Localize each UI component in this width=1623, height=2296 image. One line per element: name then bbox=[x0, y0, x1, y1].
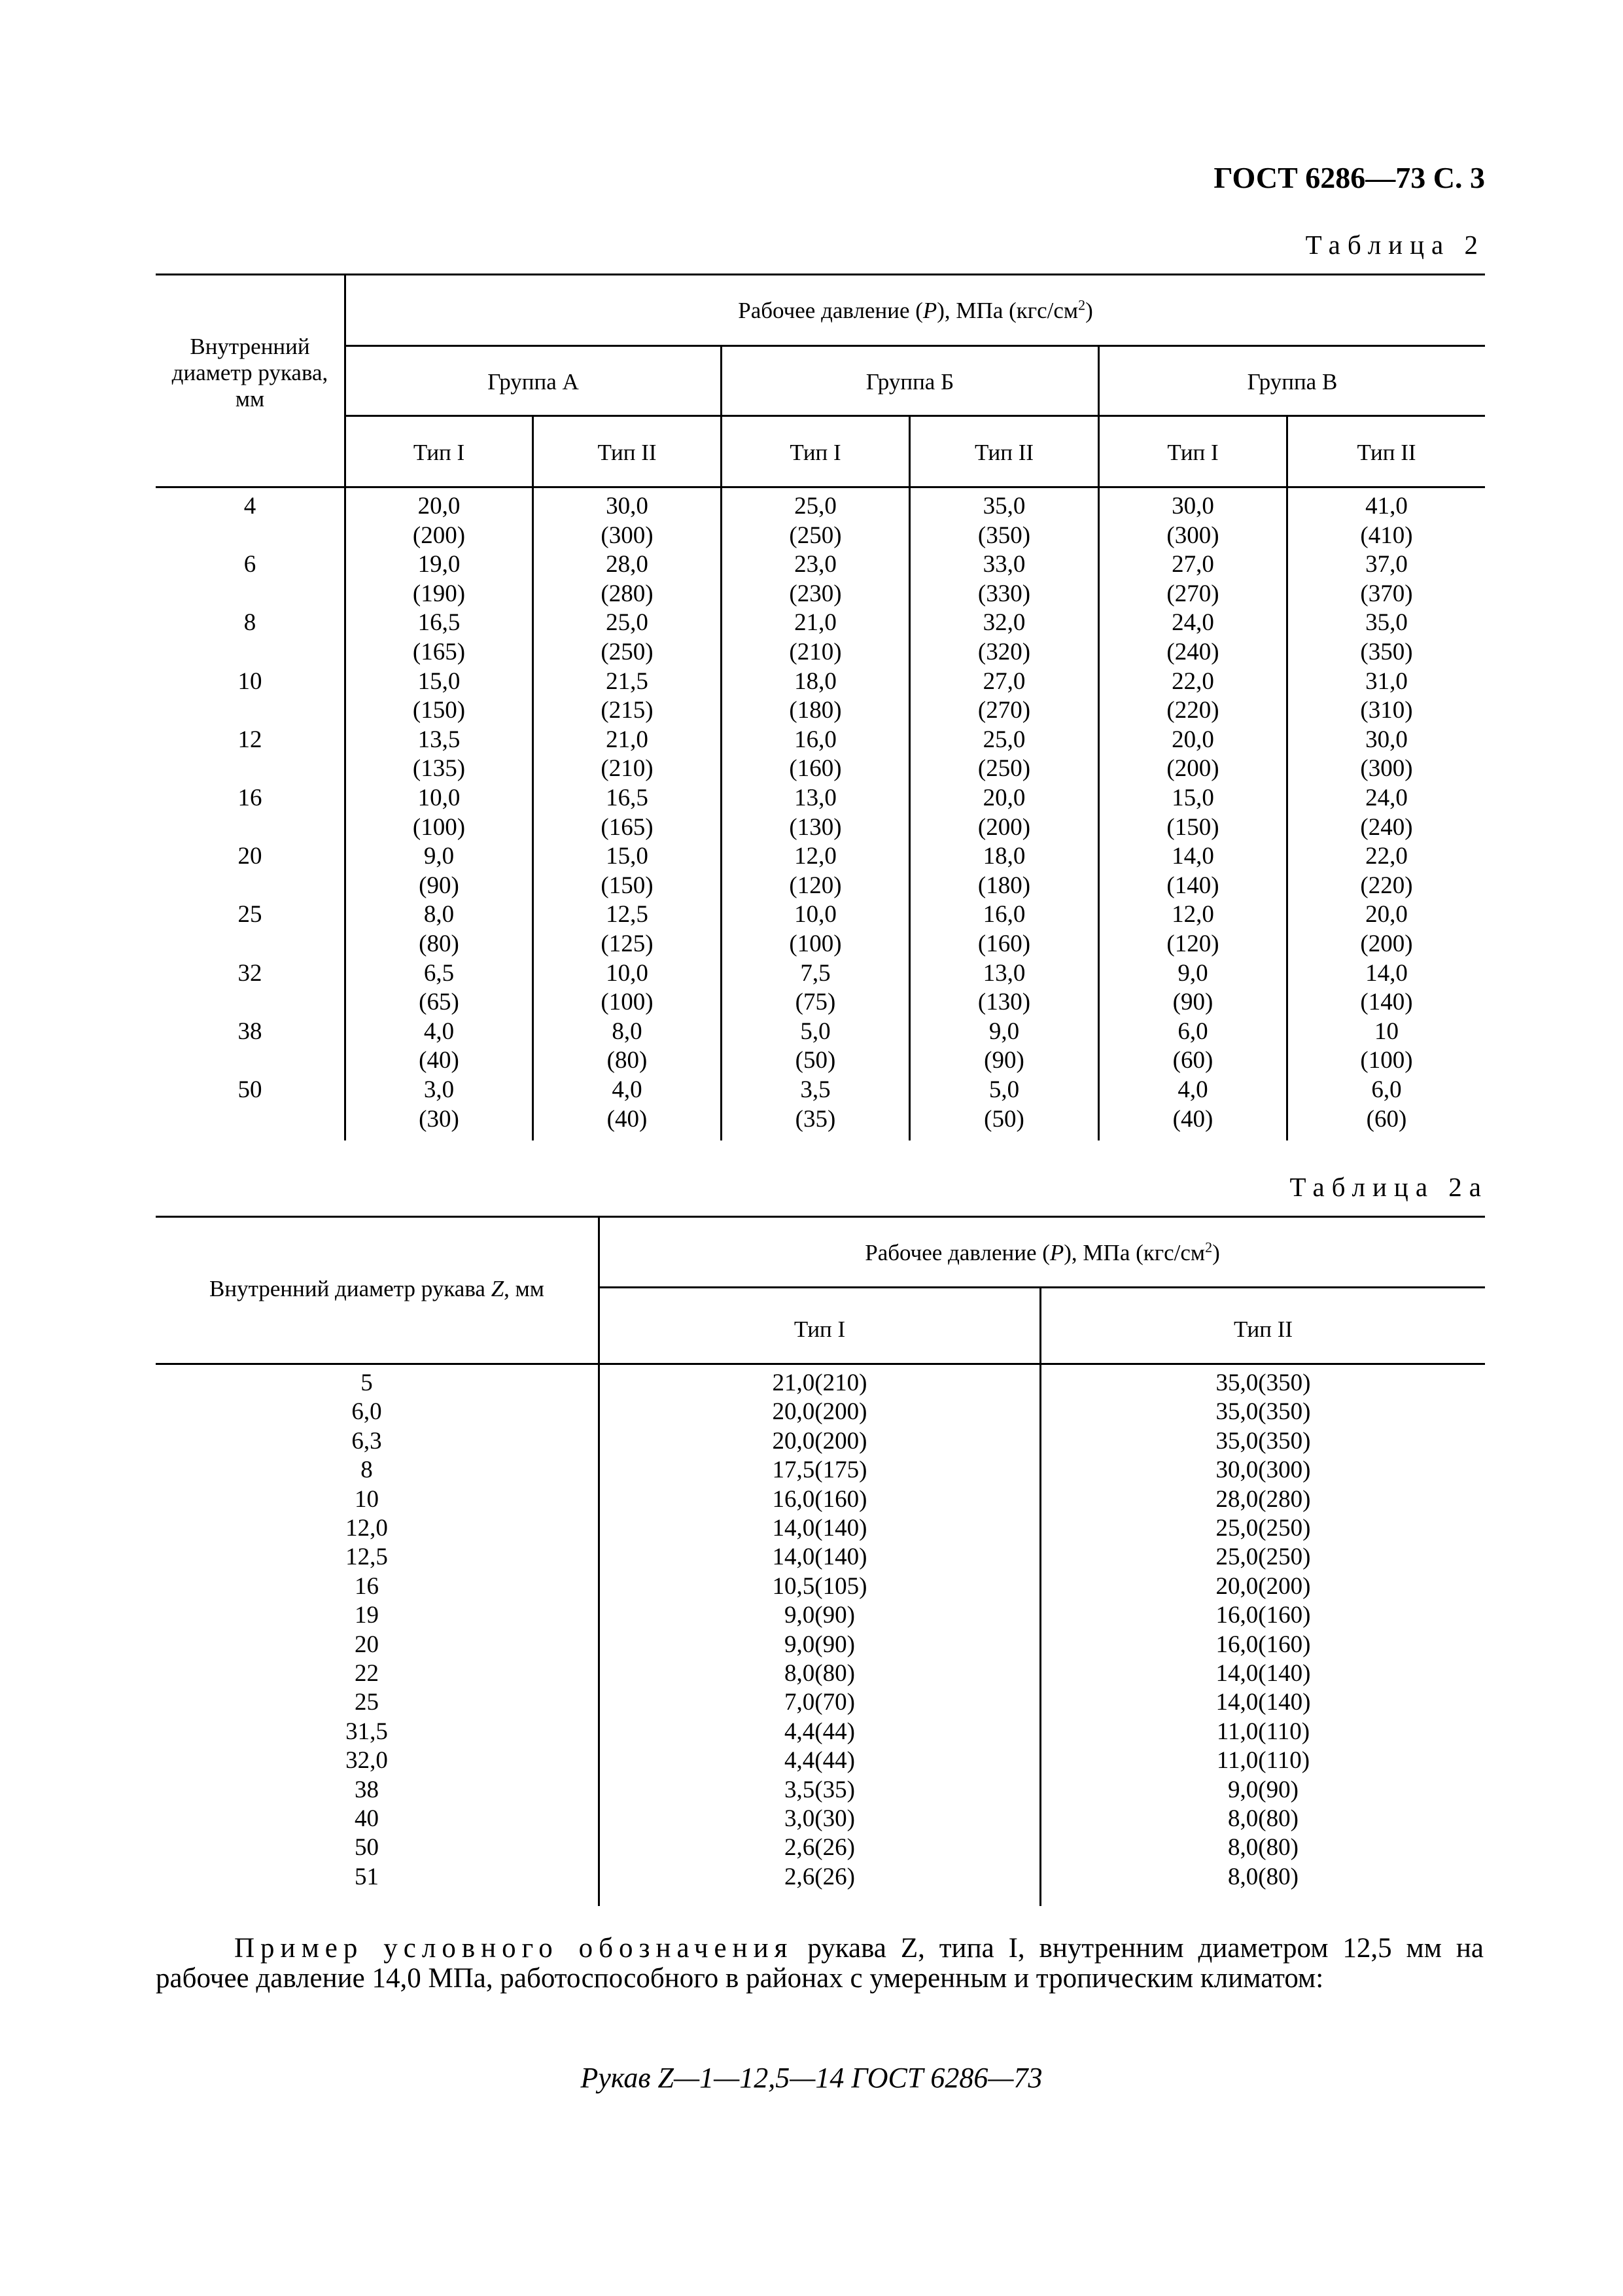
diameter-cell: 25 bbox=[237, 901, 262, 928]
type-2-cell: 14,0(140) bbox=[1215, 1689, 1311, 1716]
type-2-cell: 14,0(140) bbox=[1215, 1660, 1311, 1687]
pressure-cell: 25,0 (250) bbox=[789, 493, 842, 549]
type-header: Тип II bbox=[1357, 440, 1416, 465]
type-2-cell: 25,0(250) bbox=[1215, 1515, 1311, 1542]
pressure-cell: 3,5 (35) bbox=[795, 1076, 836, 1133]
pressure-cell: 19,0 (190) bbox=[412, 551, 466, 607]
type-2-cell: 30,0(300) bbox=[1215, 1457, 1311, 1484]
diameter-cell: 6 bbox=[243, 551, 256, 578]
type-2-cell: 25,0(250) bbox=[1215, 1544, 1311, 1571]
pressure-cell: 30,0 (300) bbox=[1360, 726, 1413, 783]
example-paragraph bbox=[156, 1934, 1484, 1994]
diameter-cell: 50 bbox=[237, 1076, 262, 1103]
type-1-cell: 14,0(140) bbox=[772, 1515, 867, 1542]
type-2-cell: 16,0(160) bbox=[1215, 1631, 1311, 1658]
pressure-cell: 10 (100) bbox=[1360, 1017, 1413, 1074]
type-1-cell: 20,0(200) bbox=[772, 1427, 867, 1455]
pressure-cell: 20,0 (200) bbox=[412, 493, 466, 549]
pressure-cell: 16,5 (165) bbox=[601, 785, 654, 841]
pressure-cell: 4,0 (40) bbox=[606, 1076, 648, 1133]
type-2-cell: 35,0(350) bbox=[1215, 1369, 1311, 1396]
type-1-cell: 16,0(160) bbox=[772, 1485, 867, 1513]
diameter-cell: 25 bbox=[355, 1689, 379, 1716]
diameter-cell: 32 bbox=[237, 959, 262, 987]
table-2-caption: Таблица 2 bbox=[1305, 230, 1485, 260]
pressure-cell: 25,0 (250) bbox=[977, 726, 1031, 783]
diameter-cell: 50 bbox=[355, 1834, 379, 1862]
type-1-cell: 4,4(44) bbox=[784, 1718, 855, 1745]
pressure-cell: 7,5 (75) bbox=[795, 959, 836, 1016]
diameter-cell: 40 bbox=[355, 1805, 379, 1832]
pressure-cell: 24,0 (240) bbox=[1360, 785, 1413, 841]
type-1-cell: 7,0(70) bbox=[784, 1689, 855, 1716]
diameter-cell: 19 bbox=[355, 1602, 379, 1629]
pressure-cell: 13,5 (135) bbox=[412, 726, 466, 783]
type-header: Тип I bbox=[1167, 440, 1219, 465]
pressure-cell: 14,0 (140) bbox=[1360, 959, 1413, 1016]
pressure-cell: 32,0 (320) bbox=[977, 609, 1031, 665]
pressure-cell: 20,0 (200) bbox=[1166, 726, 1219, 783]
table-2a-caption: Таблица 2а bbox=[1289, 1172, 1488, 1202]
type-2-cell: 11,0(110) bbox=[1216, 1747, 1310, 1775]
diameter-cell: 38 bbox=[237, 1017, 262, 1045]
pressure-cell: 4,0 (40) bbox=[419, 1017, 459, 1074]
type-2-cell: 20,0(200) bbox=[1215, 1572, 1311, 1600]
type-1-cell: 8,0(80) bbox=[784, 1660, 855, 1687]
diameter-cell: 20 bbox=[237, 843, 262, 870]
diameter-cell: 32,0 bbox=[345, 1747, 388, 1775]
pressure-cell: 3,0 (30) bbox=[419, 1076, 459, 1133]
pressure-cell: 15,0 (150) bbox=[1166, 785, 1219, 841]
diameter-cell: 10 bbox=[355, 1485, 379, 1513]
diameter-cell: 8 bbox=[360, 1457, 373, 1484]
diameter-cell: 5 bbox=[360, 1369, 373, 1396]
pressure-cell: 10,0 (100) bbox=[789, 901, 842, 957]
pressure-cell: 16,0 (160) bbox=[977, 901, 1031, 957]
type-2-cell: 16,0(160) bbox=[1215, 1602, 1311, 1629]
type-1-cell: 21,0(210) bbox=[772, 1369, 867, 1396]
pressure-cell: 15,0 (150) bbox=[601, 843, 654, 899]
pressure-cell: 41,0 (410) bbox=[1360, 493, 1413, 549]
type-1-cell: 9,0(90) bbox=[784, 1602, 855, 1629]
pressure-cell: 33,0 (330) bbox=[977, 551, 1031, 607]
pressure-cell: 10,0 (100) bbox=[412, 785, 466, 841]
type-1-cell: 3,5(35) bbox=[784, 1776, 855, 1803]
type-1-cell: 2,6(26) bbox=[784, 1834, 855, 1862]
type-1-cell: 17,5(175) bbox=[772, 1457, 867, 1484]
pressure-cell: 23,0 (230) bbox=[789, 551, 842, 607]
type-2-cell: 35,0(350) bbox=[1215, 1398, 1311, 1426]
pressure-cell: 13,0 (130) bbox=[789, 785, 842, 841]
pressure-cell: 9,0 (90) bbox=[984, 1017, 1024, 1074]
diameter-cell: 20 bbox=[355, 1631, 379, 1658]
diameter-cell: 51 bbox=[355, 1863, 379, 1890]
pressure-cell: 22,0 (220) bbox=[1360, 843, 1413, 899]
pressure-cell: 22,0 (220) bbox=[1166, 667, 1219, 724]
pressure-cell: 8,0 (80) bbox=[419, 901, 459, 957]
pressure-cell: 30,0 (300) bbox=[1166, 493, 1219, 549]
diameter-cell: 16 bbox=[355, 1572, 379, 1600]
type-2-cell: 8,0(80) bbox=[1228, 1863, 1299, 1890]
diameter-cell: 12,0 bbox=[345, 1515, 388, 1542]
example-lead: Пример условного обозначения bbox=[234, 1933, 794, 1964]
diameter-cell: 16 bbox=[237, 785, 262, 811]
type-header: Тип II bbox=[974, 440, 1034, 465]
type-2-cell: 35,0(350) bbox=[1215, 1427, 1311, 1455]
pressure-cell: 27,0 (270) bbox=[977, 667, 1031, 724]
pressure-cell: 31,0 (310) bbox=[1360, 667, 1413, 724]
pressure-cell: 21,5 (215) bbox=[601, 667, 654, 724]
pressure-cell: 20,0 (200) bbox=[1360, 901, 1413, 957]
type-1-header: Тип I bbox=[794, 1316, 846, 1342]
type-1-cell: 9,0(90) bbox=[784, 1631, 855, 1658]
type-header: Тип I bbox=[790, 440, 841, 465]
pressure-cell: 14,0 (140) bbox=[1166, 843, 1219, 899]
pressure-cell: 8,0 (80) bbox=[606, 1017, 648, 1074]
pressure-cell: 6,5 (65) bbox=[419, 959, 459, 1016]
pressure-cell: 9,0 (90) bbox=[419, 843, 459, 899]
pressure-cell: 10,0 (100) bbox=[601, 959, 654, 1016]
pressure-cell: 35,0 (350) bbox=[1360, 609, 1413, 665]
example-designation: Рукав Z—1—12,5—14 ГОСТ 6286—73 bbox=[580, 2062, 1043, 2094]
pressure-cell: 6,0 (60) bbox=[1172, 1017, 1213, 1074]
type-1-cell: 20,0(200) bbox=[772, 1398, 867, 1426]
pressure-cell: 27,0 (270) bbox=[1166, 551, 1219, 607]
diameter-cell: 12,5 bbox=[345, 1544, 388, 1571]
diameter-cell: 12 bbox=[237, 726, 262, 753]
pressure-cell: 16,0 (160) bbox=[789, 726, 842, 783]
pressure-cell: 28,0 (280) bbox=[601, 551, 654, 607]
diameter-cell: 6,3 bbox=[351, 1427, 382, 1455]
group-b-header: Группа Б bbox=[865, 369, 954, 395]
pressure-cell: 5,0 (50) bbox=[795, 1017, 836, 1074]
type-1-cell: 4,4(44) bbox=[784, 1747, 855, 1775]
table-2-pressure-header: Рабочее давление (P), МПа $(кгс/см^2)$ bbox=[738, 296, 1093, 323]
type-1-cell: 2,6(26) bbox=[784, 1863, 855, 1890]
pressure-cell: 15,0 (150) bbox=[412, 667, 466, 724]
example-text: рукава Z, типа I, внутренним диаметром 12,5 мм на рабочее давление 14,0 МПа, работоспособного в районах с умеренным и тропическим климатом: bbox=[156, 1933, 1484, 1994]
group-v-header: Группа В bbox=[1247, 369, 1338, 395]
pressure-cell: 5,0 (50) bbox=[984, 1076, 1024, 1133]
table-2-diameter-header: Внутренний диаметр рукава, мм bbox=[171, 334, 328, 412]
pressure-cell: 9,0 (90) bbox=[1172, 959, 1213, 1016]
diameter-cell: 4 bbox=[243, 493, 256, 520]
diameter-cell: 8 bbox=[243, 609, 256, 637]
pressure-cell: 30,0 (300) bbox=[601, 493, 654, 549]
pressure-cell: 35,0 (350) bbox=[977, 493, 1031, 549]
pressure-cell: 6,0 (60) bbox=[1366, 1076, 1407, 1133]
diameter-cell: 31,5 bbox=[345, 1718, 388, 1745]
type-header: Тип II bbox=[597, 440, 657, 465]
diameter-cell: 22 bbox=[355, 1660, 379, 1687]
diameter-cell: 38 bbox=[355, 1776, 379, 1803]
pressure-cell: 16,5 (165) bbox=[412, 609, 466, 665]
pressure-cell: 37,0 (370) bbox=[1360, 551, 1413, 607]
pressure-cell: 18,0 (180) bbox=[977, 843, 1031, 899]
type-2-cell: 8,0(80) bbox=[1228, 1834, 1299, 1862]
group-a-header: Группа А bbox=[487, 369, 579, 395]
type-1-cell: 14,0(140) bbox=[772, 1544, 867, 1571]
pressure-cell: 18,0 (180) bbox=[789, 667, 842, 724]
pressure-cell: 20,0 (200) bbox=[977, 785, 1031, 841]
type-header: Тип I bbox=[413, 440, 465, 465]
pressure-cell: 12,5 (125) bbox=[601, 901, 654, 957]
table-2a-diameter-header: Внутренний диаметр рукава Z, мм bbox=[209, 1276, 544, 1301]
type-1-cell: 10,5(105) bbox=[772, 1572, 867, 1600]
type-2-cell: 28,0(280) bbox=[1215, 1485, 1311, 1513]
diameter-cell: 6,0 bbox=[351, 1398, 382, 1426]
pressure-cell: 25,0 (250) bbox=[601, 609, 654, 665]
pressure-cell: 4,0 (40) bbox=[1172, 1076, 1213, 1133]
diameter-cell: 10 bbox=[237, 667, 262, 695]
pressure-cell: 24,0 (240) bbox=[1166, 609, 1219, 665]
type-2-cell: 11,0(110) bbox=[1216, 1718, 1310, 1745]
pressure-cell: 12,0 (120) bbox=[789, 843, 842, 899]
document-code-header: ГОСТ 6286—73 С. 3 bbox=[1213, 161, 1485, 194]
type-2-cell: 9,0(90) bbox=[1228, 1776, 1299, 1803]
type-2-cell: 8,0(80) bbox=[1228, 1805, 1299, 1832]
pressure-cell: 13,0 (130) bbox=[977, 959, 1031, 1016]
pressure-cell: 21,0 (210) bbox=[601, 726, 654, 783]
pressure-cell: 12,0 (120) bbox=[1166, 901, 1219, 957]
table-2a-pressure-header: Рабочее давление (P), МПа $(кгс/см^2)$ bbox=[865, 1239, 1220, 1265]
type-2-header: Тип II bbox=[1233, 1316, 1293, 1342]
type-1-cell: 3,0(30) bbox=[784, 1805, 855, 1832]
pressure-cell: 21,0 (210) bbox=[789, 609, 842, 665]
